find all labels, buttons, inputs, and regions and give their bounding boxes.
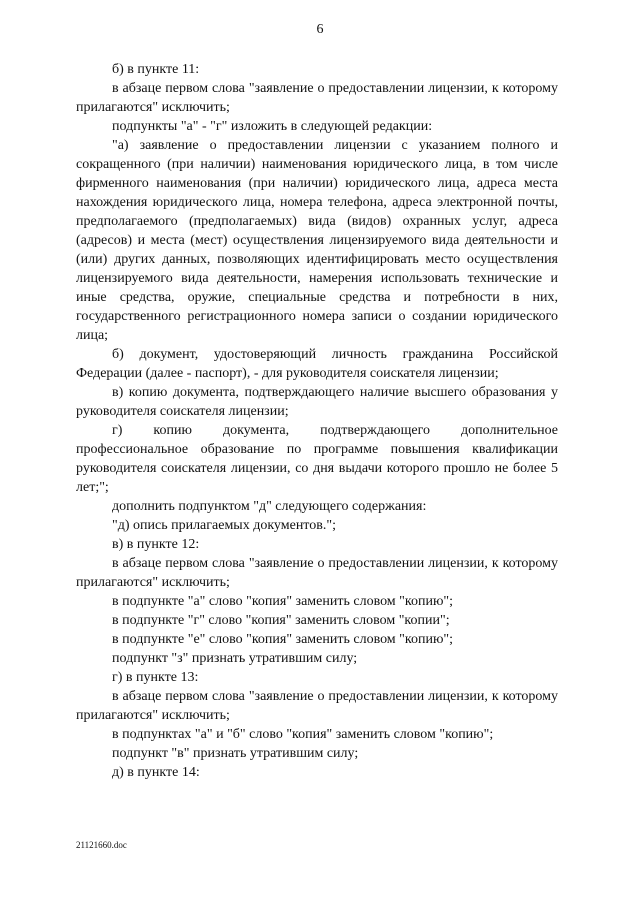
paragraph: в) в пункте 12: xyxy=(112,537,200,552)
paragraph: г) в пункте 13: xyxy=(112,670,199,685)
document-body xyxy=(76,60,558,782)
paragraph: б) документ, удостоверяющий личность гражданина Российской Федерации (далее - паспорт), - для руководителя соискателя лицензии; xyxy=(76,347,558,381)
paragraph: в подпункте "е" слово "копия" заменить словом "копию"; xyxy=(112,632,454,647)
paragraph: г) копию документа, подтверждающего дополнительное профессиональное образование по программе повышения квалификации руководителя соискателя лицензии, со дня выдачи которого прошло не более 5 лет;"; xyxy=(76,423,558,495)
footer-filename: 21121660.doc xyxy=(76,840,127,850)
paragraph: "д) опись прилагаемых документов."; xyxy=(112,518,336,533)
paragraph: в абзаце первом слова "заявление о предоставлении лицензии, к которому прилагаются" исключить; xyxy=(76,81,558,115)
paragraph: в подпункте "а" слово "копия" заменить словом "копию"; xyxy=(112,594,454,609)
paragraph: в подпункте "г" слово "копия" заменить словом "копии"; xyxy=(112,613,450,628)
paragraph: в) копию документа, подтверждающего наличие высшего образования у руководителя соискателя лицензии; xyxy=(76,385,558,419)
paragraph: "а) заявление о предоставлении лицензии с указанием полного и сокращенного (при наличии) наименования юридического лица, в том числе фирменного наименования (при наличии) юридического лица, адреса места нахождения юридического лица, номера телефона, адреса электронной почты, предполагаемого (предполагаемых) вида (видов) охранных услуг, адреса (адресов) и места (мест) осуществления лицензируемого вида деятельности и (или) других данных, позволяющих идентифицировать место осуществления лицензируемого вида деятельности, намерения использовать технические и иные средства, оружие, специальные средства и потребности в них, государственного регистрационного номера записи о создании юридического лица; xyxy=(76,138,558,343)
page-number: 6 xyxy=(316,22,324,37)
paragraph: дополнить подпунктом "д" следующего содержания: xyxy=(112,499,427,514)
paragraph: в абзаце первом слова "заявление о предоставлении лицензии, к которому прилагаются" исключить; xyxy=(76,689,558,723)
paragraph: б) в пункте 11: xyxy=(112,62,200,77)
paragraph: д) в пункте 14: xyxy=(112,765,200,780)
paragraph: подпункт "з" признать утратившим силу; xyxy=(112,651,358,666)
paragraph: в абзаце первом слова "заявление о предоставлении лицензии, к которому прилагаются" исключить; xyxy=(76,556,558,590)
paragraph: подпункты "а" - "г" изложить в следующей редакции: xyxy=(112,119,433,134)
paragraph: в подпунктах "а" и "б" слово "копия" заменить словом "копию"; xyxy=(112,727,494,742)
paragraph: подпункт "в" признать утратившим силу; xyxy=(112,746,359,761)
